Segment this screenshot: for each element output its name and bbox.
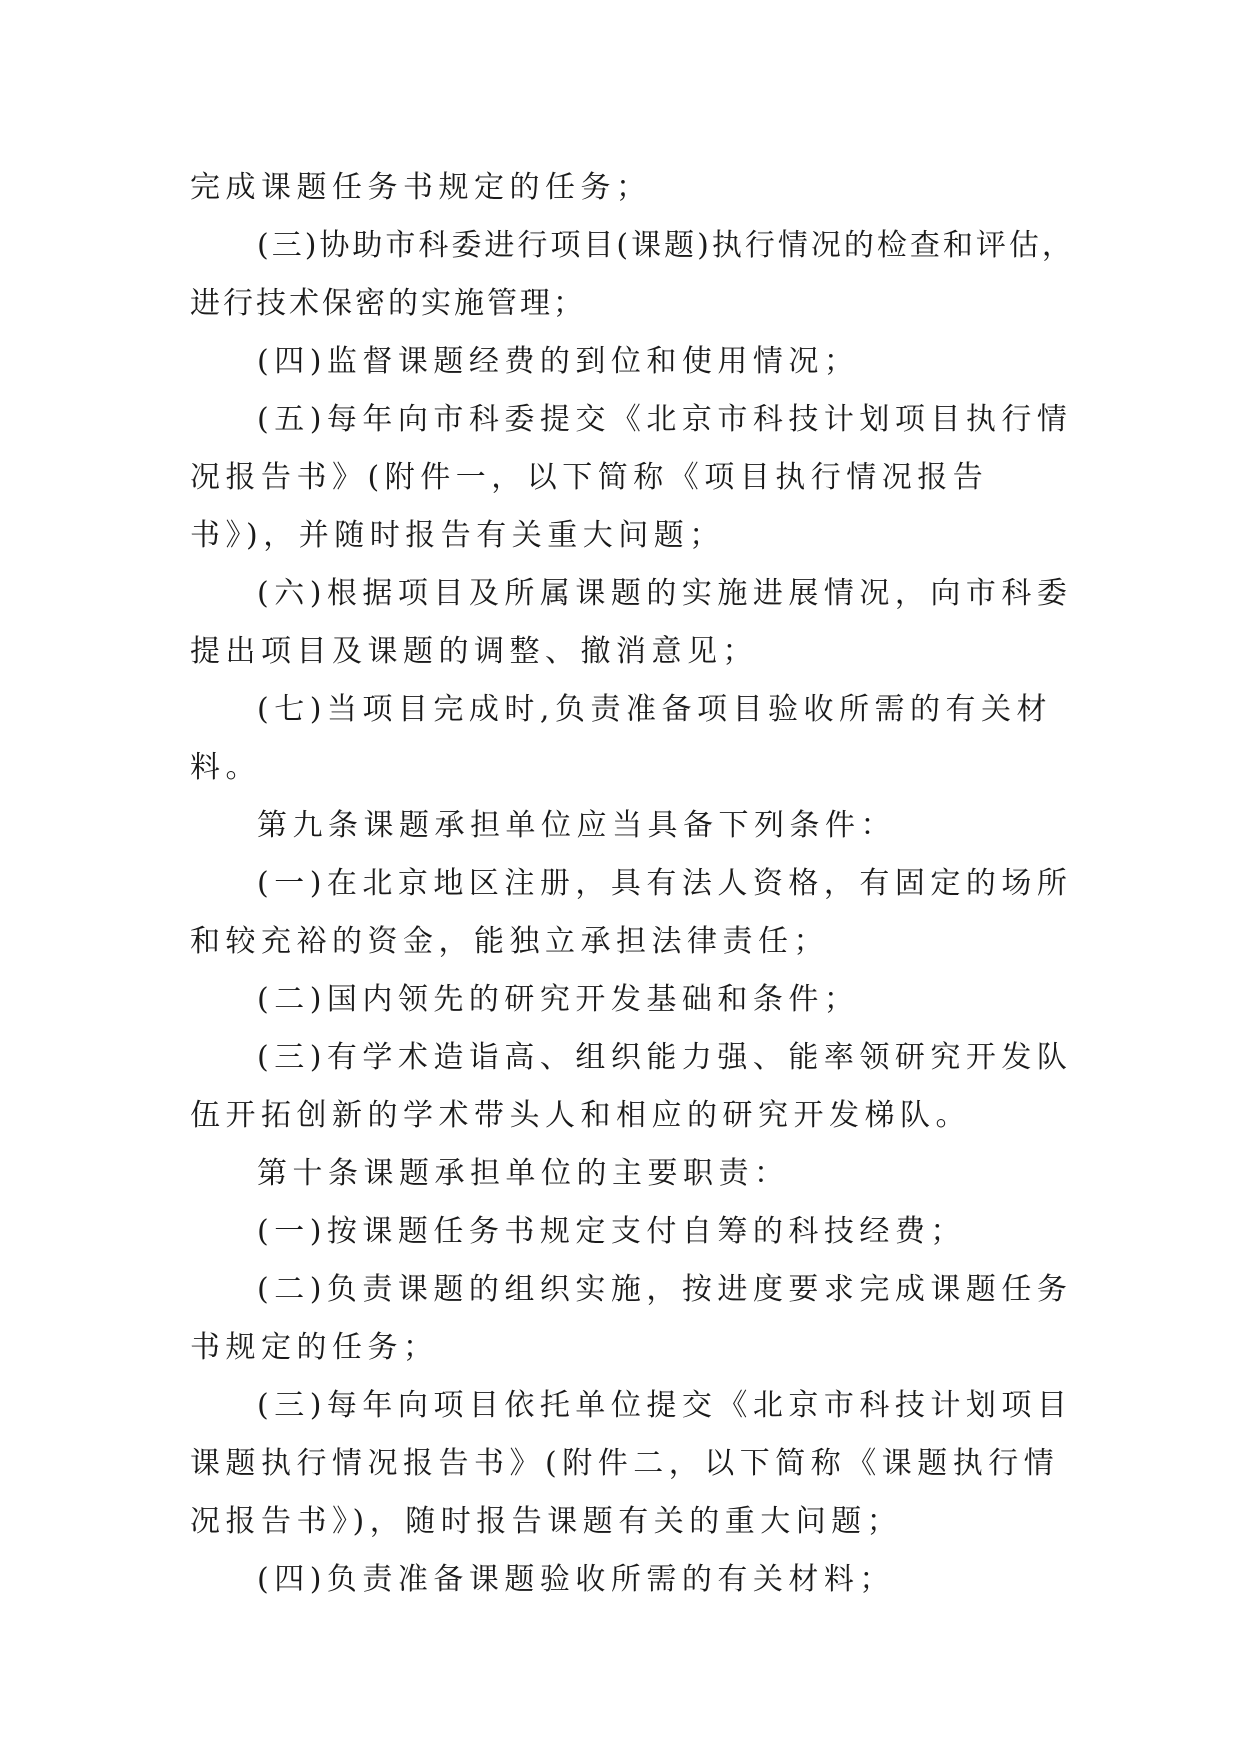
paragraph: (三)每年向项目依托单位提交《北京市科技计划项目课题执行情况报告书》(附件二，以下简称《课题执行情况报告书》)，随时报告课题有关的重大问题； [190, 1388, 1073, 1539]
paragraph: (七)当项目完成时,负责准备项目验收所需的有关材料。 [190, 692, 1052, 785]
paragraph: (四)监督课题经费的到位和使用情况； [257, 344, 860, 379]
paragraph: (四)负责准备课题验收所需的有关材料； [257, 1562, 895, 1597]
document-body [190, 159, 1090, 1609]
paragraph: (二)负责课题的组织实施，按进度要求完成课题任务书规定的任务； [190, 1272, 1073, 1365]
paragraph: (五)每年向市科委提交《北京市科技计划项目执行情况报告书》(附件一，以下简称《项目执行情况报告书》)，并随时报告有关重大问题； [190, 402, 1073, 553]
paragraph: (一)按课题任务书规定支付自筹的科技经费； [257, 1214, 966, 1249]
paragraph: 第九条课题承担单位应当具备下列条件： [257, 808, 896, 843]
paragraph: (一)在北京地区注册，具有法人资格，有固定的场所和较充裕的资金，能独立承担法律责任； [190, 866, 1073, 959]
paragraph: (三)有学术造诣高、组织能力强、能率领研究开发队伍开拓创新的学术带头人和相应的研究开发梯队。 [190, 1040, 1073, 1133]
paragraph: (三)协助市科委进行项目(课题)执行情况的检查和评估，进行技术保密的实施管理； [190, 228, 1075, 321]
paragraph: (六)根据项目及所属课题的实施进展情况，向市科委提出项目及课题的调整、撤消意见； [190, 576, 1073, 669]
paragraph: 第十条课题承担单位的主要职责： [257, 1156, 790, 1191]
paragraph: (二)国内领先的研究开发基础和条件； [257, 982, 860, 1017]
paragraph: 完成课题任务书规定的任务； [190, 170, 652, 205]
